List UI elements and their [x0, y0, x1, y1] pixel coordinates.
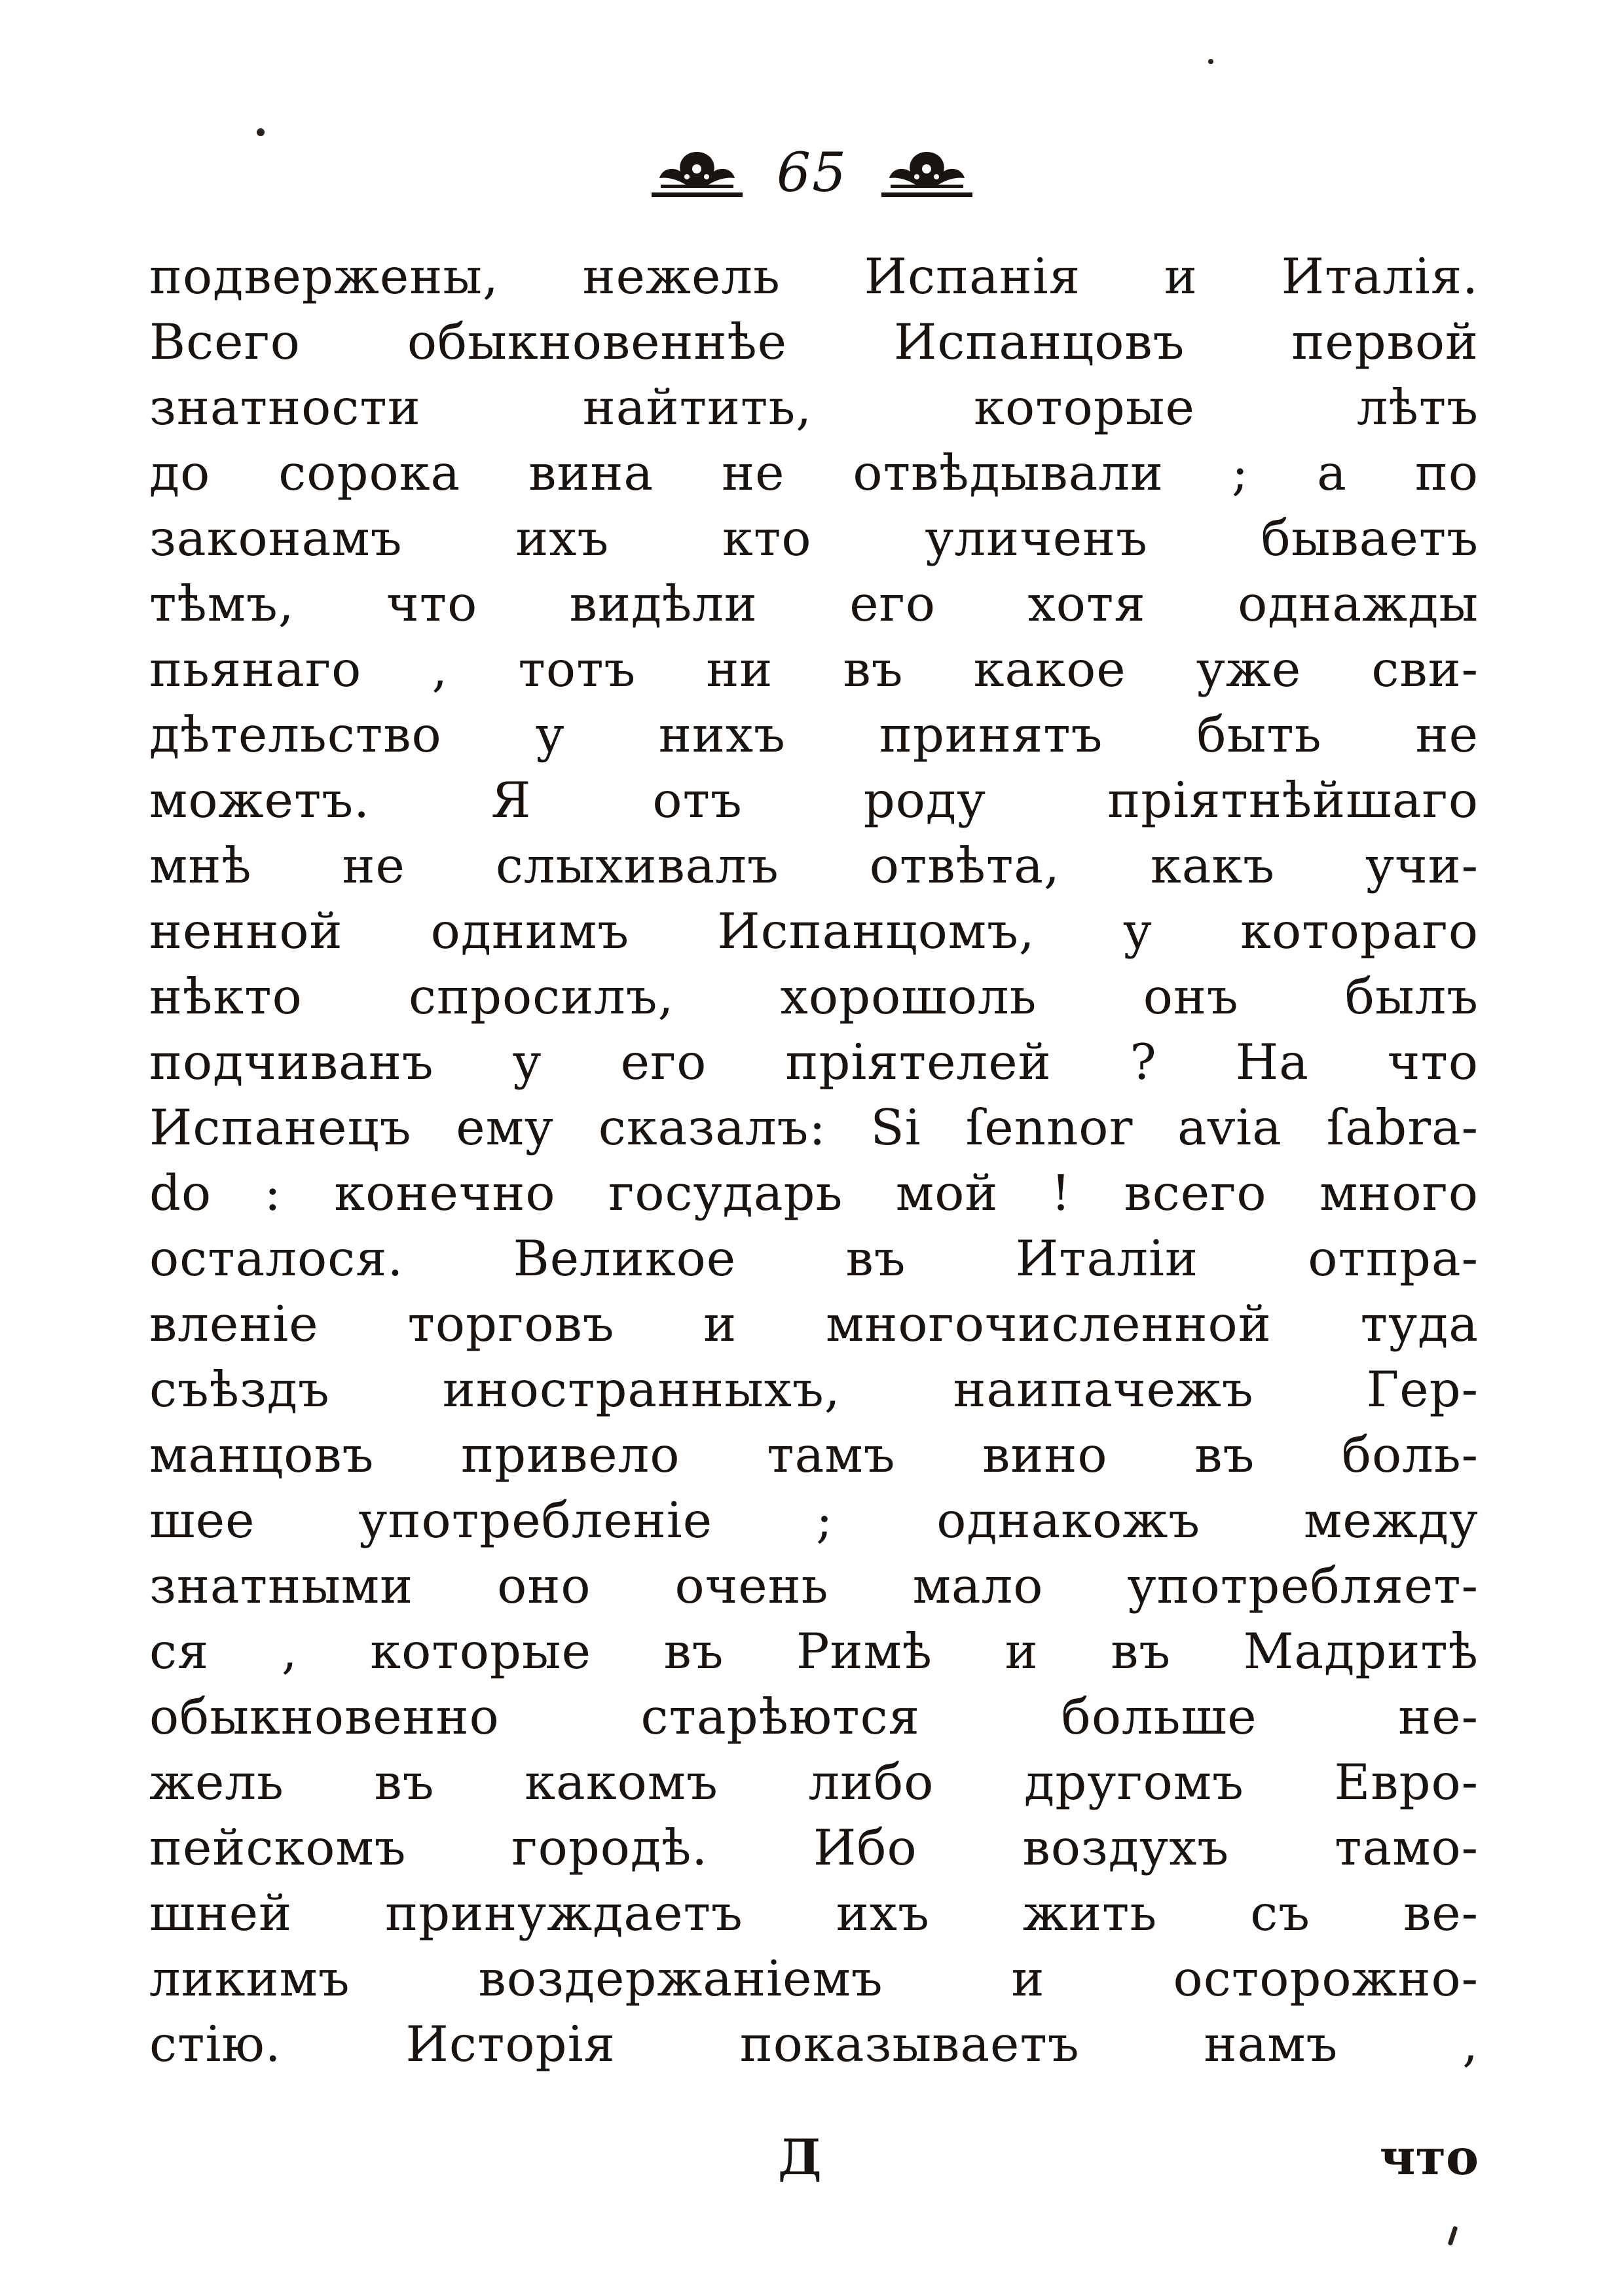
page-header — [0, 134, 1624, 213]
floral-ornament-icon — [876, 144, 978, 203]
text-line: законамъ ихъ кто уличенъ бываетъ — [149, 509, 1479, 567]
text-line: тѣмъ, что видѣли его хотя однажды — [149, 575, 1479, 632]
text-line: съѣздъ иностранныхъ, наипачежъ Гер- — [149, 1360, 1479, 1418]
body-text — [149, 244, 1479, 2077]
text-line: знатности найтить, которые лѣтъ — [149, 378, 1479, 436]
text-line: дѣтельство у нихъ принятъ быть не — [149, 706, 1479, 763]
text-line: Испанецъ ему сказалъ: Si ſennor avia ſabra- — [149, 1099, 1479, 1156]
text-line: вленіе торговъ и многочисленной туда — [149, 1295, 1479, 1353]
text-line: ненной однимъ Испанцомъ, у котораго — [149, 902, 1479, 960]
text-line: подчиванъ у его пріятелей ? На что — [149, 1033, 1479, 1091]
scan-speck — [1448, 2226, 1458, 2246]
text-line: стію. Исторія показываетъ намъ , — [149, 2015, 1479, 2073]
scan-speck — [1208, 59, 1213, 64]
text-line: мнѣ не слыхивалъ отвѣта, какъ учи- — [149, 837, 1479, 894]
text-line: жель въ какомъ либо другомъ Евро- — [149, 1753, 1479, 1811]
catchword: что — [1379, 2128, 1479, 2186]
text-line: обыкновенно старѣются больше не- — [149, 1688, 1479, 1745]
text-line: пейскомъ городѣ. Ибо воздухъ тамо- — [149, 1819, 1479, 1876]
text-line: манцовъ привело тамъ вино въ боль- — [149, 1426, 1479, 1484]
text-line: шее употребленіе ; однакожъ между — [149, 1491, 1479, 1549]
text-line: ликимъ воздержаніемъ и осторожно- — [149, 1950, 1479, 2007]
text-line: do : конечно государь мой ! всего много — [149, 1164, 1479, 1222]
text-line: ся , которые въ Римѣ и въ Мадритѣ — [149, 1622, 1479, 1680]
floral-ornament-icon — [646, 144, 748, 203]
signature-mark: Д — [778, 2128, 822, 2186]
page-footer — [149, 2124, 1479, 2190]
text-line: шней принуждаетъ ихъ жить съ ве- — [149, 1884, 1479, 1942]
text-line: знатными оно очень мало употребляет- — [149, 1557, 1479, 1614]
text-line: можетъ. Я отъ роду пріятнѣйшаго — [149, 771, 1479, 829]
text-line: подвержены, нежель Испанія и Италія. — [149, 247, 1479, 305]
text-line: нѣкто спросилъ, хорошоль онъ былъ — [149, 968, 1479, 1025]
scan-speck — [257, 128, 265, 136]
text-line: осталося. Великое въ Италіи отпра- — [149, 1230, 1479, 1287]
text-line: пьянаго , тотъ ни въ какое уже сви- — [149, 640, 1479, 698]
text-line: до сорока вина не отвѣдывали ; а по — [149, 444, 1479, 501]
text-line: Всего обыкновеннѣе Испанцовъ первой — [149, 313, 1479, 371]
page-number: 65 — [776, 142, 848, 204]
